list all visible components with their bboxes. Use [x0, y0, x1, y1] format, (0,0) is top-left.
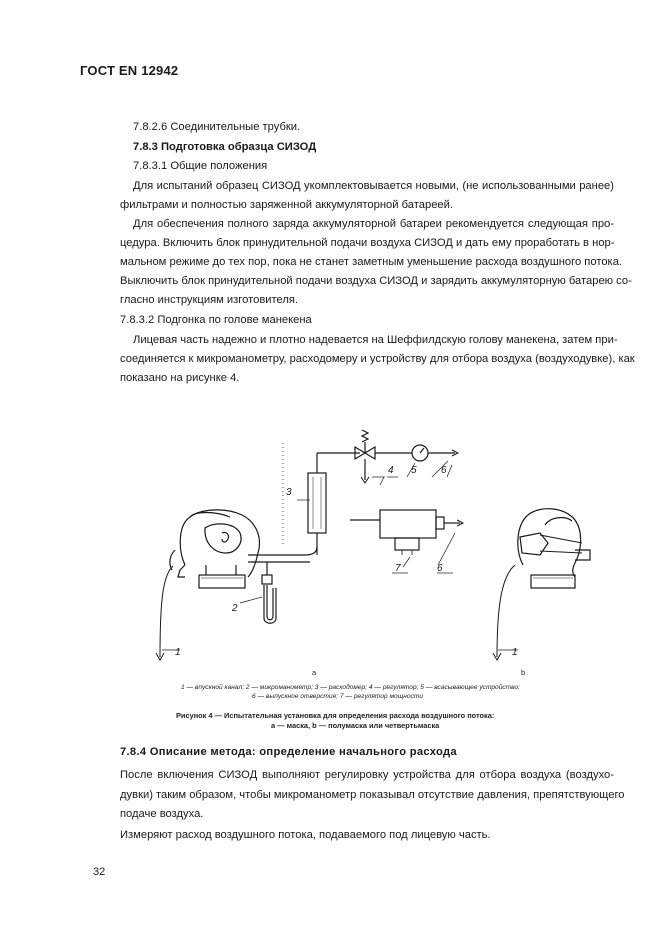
figure-title: Рисунок 4 — Испытательная установка для определения расхода воздушного потока: — [176, 711, 495, 720]
callout-2: 2 — [232, 603, 238, 614]
power-controller — [350, 510, 463, 555]
mannequin-head-b — [518, 509, 590, 577]
paragraph-line: Для испытаний образец СИЗОД укомплектовывается новыми, (не использованными ранее) — [133, 180, 614, 192]
document-header: ГОСТ EN 12942 — [80, 63, 179, 78]
paragraph-line: Для обеспечения полного заряда аккумуляторной батареи рекомендуется следующая про- — [133, 218, 614, 230]
paragraph-line: Измеряют расход воздушного потока, подаваемого под лицевую часть. — [120, 829, 491, 841]
paragraph-line: Выключить блок принудительной подачи воздуха СИЗОД и зарядить аккумуляторную батарею со- — [120, 275, 632, 287]
callout-7: 7 — [395, 563, 401, 574]
regulator-valve — [355, 430, 412, 483]
head-stand-a — [199, 575, 245, 588]
micromanometer — [262, 562, 276, 623]
sublabel-a: a — [312, 668, 317, 677]
paragraph-line: соединяется к микроманометру, расходомеру и устройству для отбора воздуха (воздуходувке), как — [120, 353, 635, 365]
paragraph-line: После включения СИЗОД выполняют регулировку устройства для отбора воздуха (воздухо- — [120, 769, 614, 781]
figure-legend: 6 — выпускное отверстие; 7 — регулятор мощности — [252, 693, 424, 700]
paragraph-line: подаче воздуха. — [120, 808, 204, 820]
clause-7-8-2-6: 7.8.2.6 Соединительные трубки. — [133, 121, 301, 133]
paragraph-line: цедура. Включить блок принудительной подачи воздуха СИЗОД и дать ему проработать в нор- — [120, 237, 615, 249]
figure-legend: 1 — впускной канал; 2 — микроманометр; 3 — расходомер; 4 — регулятор; 5 — всасывающее устройство; — [181, 684, 520, 691]
callout-6: 6 — [441, 465, 447, 476]
callout-1: 1 — [512, 647, 518, 658]
section-heading: 7.8.4 Описание метода: определение начального расхода — [120, 746, 457, 758]
paragraph-line: Лицевая часть надежно и плотно надевается на Шеффилдскую голову манекена, затем при- — [133, 334, 618, 346]
test-setup-diagram — [0, 425, 661, 675]
clause-7-8-3-2: 7.8.3.2 Подгонка по голове манекена — [120, 314, 312, 326]
head-stand-b — [531, 575, 575, 588]
sublabel-b: b — [521, 668, 526, 677]
clause-7-8-3-1: 7.8.3.1 Общие положения — [133, 160, 268, 172]
figure-title: a — маска, b — полумаска или четвертьмаска — [271, 721, 440, 730]
paragraph-line: показано на рисунке 4. — [120, 372, 240, 384]
callout-3: 3 — [286, 487, 292, 498]
callout-6: 6 — [437, 563, 443, 574]
callout-4: 4 — [388, 465, 394, 476]
flowmeter — [305, 453, 360, 555]
paragraph-line: фильтрами и полностью заряженной аккумуляторной батареей. — [120, 199, 453, 211]
callout-1: 1 — [175, 647, 181, 658]
paragraph-line: дувки) таким образом, чтобы микроманометр показывал отсутствие давления, препятствующего — [120, 789, 625, 801]
clause-7-8-3-heading: 7.8.3 Подготовка образца СИЗОД — [133, 141, 317, 153]
page-number: 32 — [93, 866, 106, 878]
paragraph-line: мальном режиме до тех пор, пока не станет заметным уменьшение расхода воздушного потока. — [120, 256, 623, 268]
paragraph-line: гласно инструкциям изготовителя. — [120, 294, 299, 306]
mannequin-head-a — [170, 510, 260, 577]
callout-5: 5 — [411, 465, 417, 476]
